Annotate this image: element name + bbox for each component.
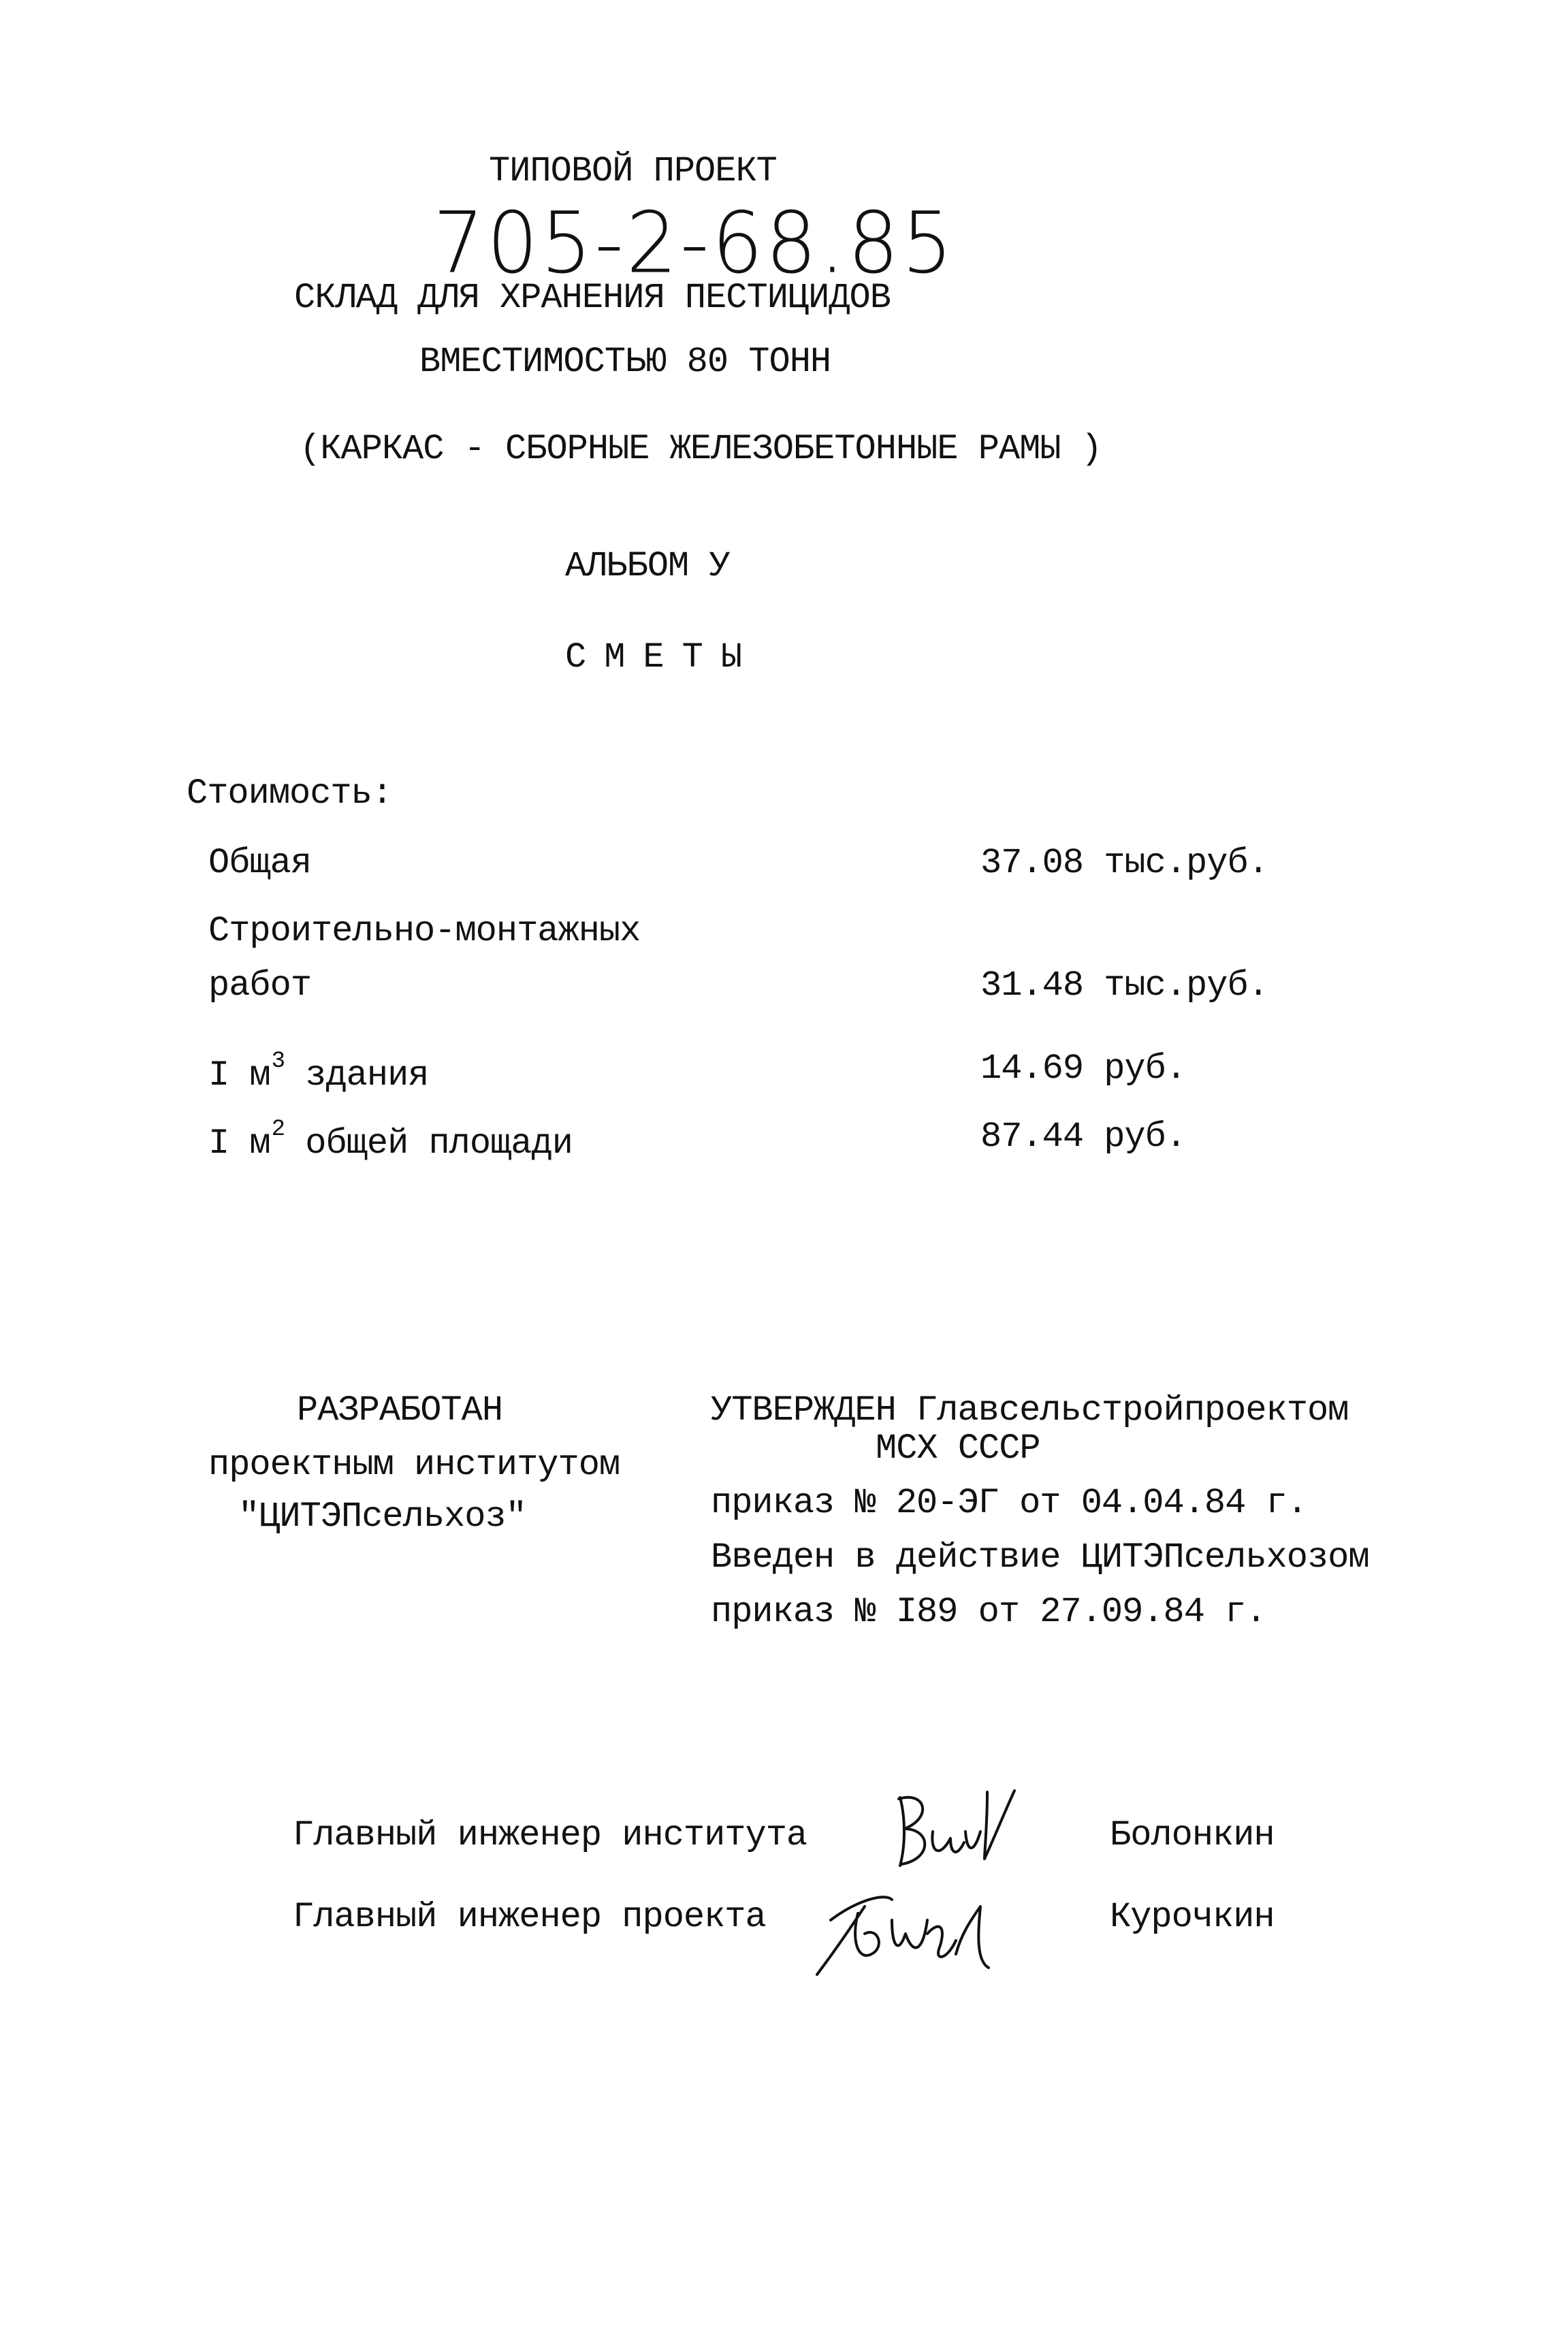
chief-project-name: Курочкин	[1110, 1897, 1275, 1937]
title-line-2: ВМЕСТИМОСТЬЮ 80 ТОНН	[419, 342, 831, 382]
title-line-1: СКЛАД ДЛЯ ХРАНЕНИЯ ПЕСТИЦИДОВ	[294, 278, 891, 318]
chief-project-role: Главный инженер проекта	[293, 1897, 766, 1937]
chief-project-signature	[810, 1879, 1014, 1981]
section-title: СМЕТЫ	[565, 637, 761, 677]
cost-per-m3-text: здания	[305, 1055, 429, 1096]
project-number: 705-2-68.85	[433, 193, 956, 292]
cost-per-m2-text: общей площади	[305, 1123, 573, 1164]
cost-heading: Стоимость:	[187, 773, 393, 814]
enacted-order: приказ № I89 от 27.09.84 г.	[711, 1592, 1266, 1632]
approved-order: приказ № 20-ЭГ от 04.04.84 г.	[711, 1483, 1307, 1523]
album-label: АЛЬБОМ У	[565, 546, 730, 586]
developed-organization: "ЦИТЭПсельхоз"	[238, 1497, 526, 1537]
cost-per-m3-label	[208, 1049, 428, 1096]
chief-institute-name: Болонкин	[1110, 1815, 1275, 1855]
cost-general-value: 37.08 тыс.руб.	[980, 843, 1268, 883]
approved-line-1: УТВЕРЖДЕН Главсельстройпроектом	[711, 1390, 1349, 1431]
developed-heading: РАЗРАБОТАН	[297, 1390, 503, 1431]
cost-per-m2-prefix: I м	[208, 1123, 270, 1164]
approved-line-2: МСХ СССР	[876, 1428, 1040, 1469]
project-type-label: ТИПОВОЙ ПРОЕКТ	[489, 151, 777, 191]
cost-per-m2-value: 87.44 руб.	[980, 1117, 1187, 1157]
developed-institute: проектным институтом	[208, 1445, 620, 1485]
chief-institute-signature	[885, 1784, 1021, 1886]
cost-per-m3-value: 14.69 руб.	[980, 1049, 1187, 1089]
cost-general-label: Общая	[208, 843, 312, 883]
cost-per-m2-exponent: 2	[271, 1117, 285, 1143]
cost-per-m3-prefix: I м	[208, 1055, 270, 1096]
cost-per-m2-label	[208, 1117, 573, 1164]
cost-construction-label-1: Строительно-монтажных	[208, 911, 641, 951]
cost-construction-value: 31.48 тыс.руб.	[980, 965, 1268, 1006]
cost-construction-label-2: работ	[208, 965, 312, 1006]
cost-per-m3-exponent: 3	[271, 1049, 285, 1074]
enacted-line: Введен в действие ЦИТЭПсельхозом	[711, 1537, 1369, 1578]
chief-institute-role: Главный инженер института	[293, 1815, 807, 1855]
subtitle: (КАРКАС - СБОРНЫЕ ЖЕЛЕЗОБЕТОННЫЕ РАМЫ )	[300, 429, 1102, 469]
